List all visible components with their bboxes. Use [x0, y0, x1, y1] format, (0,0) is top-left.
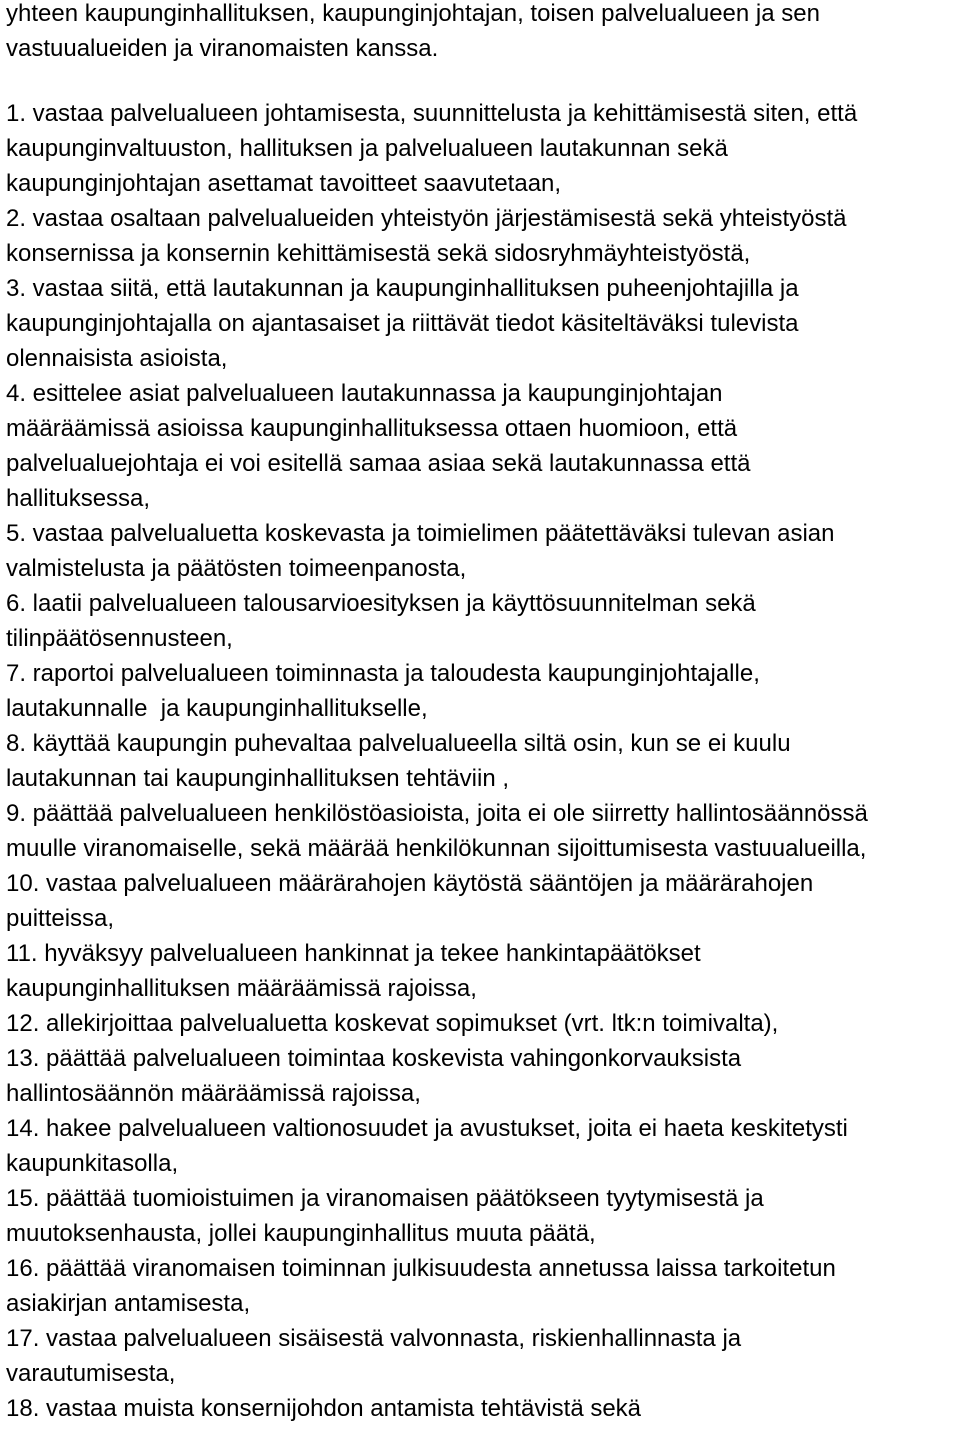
- text-line: 8. käyttää kaupungin puhevaltaa palvelualueella siltä osin, kun se ei kuulu: [6, 730, 791, 757]
- list-item: [6, 96, 958, 201]
- text-line: muutoksenhausta, jollei kaupunginhallitus muuta päätä,: [6, 1220, 596, 1247]
- text-line: 5. vastaa palvelualuetta koskevasta ja toimielimen päätettäväksi tulevan asian: [6, 520, 835, 547]
- text-line: 16. päättää viranomaisen toiminnan julkisuudesta annetussa laissa tarkoitetun: [6, 1255, 836, 1282]
- text-line: hallituksessa,: [6, 485, 151, 512]
- duty-list: [6, 96, 958, 1426]
- text-line: 11. hyväksyy palvelualueen hankinnat ja tekee hankintapäätökset: [6, 940, 701, 967]
- text-line: lautakunnan tai kaupunginhallituksen tehtäviin ,: [6, 765, 510, 792]
- list-item: [6, 726, 958, 796]
- text-line: 10. vastaa palvelualueen määrärahojen käytöstä sääntöjen ja määrärahojen: [6, 870, 814, 897]
- text-line: kaupunginhallituksen määräämissä rajoissa,: [6, 975, 477, 1002]
- list-item: [6, 1006, 958, 1041]
- text-line: puitteissa,: [6, 905, 115, 932]
- list-item: [6, 1321, 958, 1391]
- list-item: [6, 1391, 958, 1426]
- text-line: 3. vastaa siitä, että lautakunnan ja kaupunginhallituksen puheenjohtajilla ja: [6, 275, 799, 302]
- list-item: [6, 656, 958, 726]
- text-line: 12. allekirjoittaa palvelualuetta koskevat sopimukset (vrt. ltk:n toimivalta),: [6, 1010, 779, 1037]
- text-line: 13. päättää palvelualueen toimintaa koskevista vahingonkorvauksista: [6, 1045, 742, 1072]
- text-line: 14. hakee palvelualueen valtionosuudet ja avustukset, joita ei haeta keskitetysti: [6, 1115, 848, 1142]
- text-line: tilinpäätösennusteen,: [6, 625, 233, 652]
- text-line: kaupunginjohtajan asettamat tavoitteet saavutetaan,: [6, 170, 562, 197]
- text-line: kaupunginjohtajalla on ajantasaiset ja riittävät tiedot käsiteltäväksi tulevista: [6, 310, 799, 337]
- text-line: muulle viranomaiselle, sekä määrää henkilökunnan sijoittumisesta vastuualueilla,: [6, 835, 867, 862]
- text-line: lautakunnalle ja kaupunginhallitukselle,: [6, 695, 428, 722]
- text-line: 9. päättää palvelualueen henkilöstöasioista, joita ei ole siirretty hallintosäännössä: [6, 800, 868, 827]
- text-line: määräämissä asioissa kaupunginhallituksessa ottaen huomioon, että: [6, 415, 738, 442]
- list-item: [6, 516, 958, 586]
- list-item: [6, 1111, 958, 1181]
- text-line: 17. vastaa palvelualueen sisäisestä valvonnasta, riskienhallinnasta ja: [6, 1325, 742, 1352]
- text-line: 18. vastaa muista konsernijohdon antamista tehtävistä sekä: [6, 1395, 642, 1422]
- text-line: valmistelusta ja päätösten toimeenpanosta,: [6, 555, 467, 582]
- text-line: 7. raportoi palvelualueen toiminnasta ja taloudesta kaupunginjohtajalle,: [6, 660, 760, 687]
- list-item: [6, 1181, 958, 1251]
- text-line: yhteen kaupunginhallituksen, kaupunginjohtajan, toisen palvelualueen ja sen: [6, 0, 820, 27]
- list-item: [6, 866, 958, 936]
- text-line: olennaisista asioista,: [6, 345, 228, 372]
- text-line: kaupunkitasolla,: [6, 1150, 179, 1177]
- list-item: [6, 1251, 958, 1321]
- text-line: asiakirjan antamisesta,: [6, 1290, 251, 1317]
- text-line: 6. laatii palvelualueen talousarvioesityksen ja käyttösuunnitelman sekä: [6, 590, 756, 617]
- text-line: konsernissa ja konsernin kehittämisestä sekä sidosryhmäyhteistyöstä,: [6, 240, 751, 267]
- text-line: varautumisesta,: [6, 1360, 176, 1387]
- text-line: 4. esittelee asiat palvelualueen lautakunnassa ja kaupunginjohtajan: [6, 380, 723, 407]
- text-line: hallintosäännön määräämissä rajoissa,: [6, 1080, 421, 1107]
- list-item: [6, 376, 958, 516]
- text-line: vastuualueiden ja viranomaisten kanssa.: [6, 35, 439, 62]
- list-item: [6, 936, 958, 1006]
- list-item: [6, 586, 958, 656]
- list-item: [6, 1041, 958, 1111]
- text-line: 15. päättää tuomioistuimen ja viranomaisen päätökseen tyytymisestä ja: [6, 1185, 764, 1212]
- list-item: [6, 201, 958, 271]
- list-item: [6, 796, 958, 866]
- intro-paragraph: [6, 0, 958, 66]
- text-line: kaupunginvaltuuston, hallituksen ja palvelualueen lautakunnan sekä: [6, 135, 728, 162]
- text-line: 2. vastaa osaltaan palvelualueiden yhteistyön järjestämisestä sekä yhteistyöstä: [6, 205, 847, 232]
- list-item: [6, 271, 958, 376]
- text-line: 1. vastaa palvelualueen johtamisesta, suunnittelusta ja kehittämisestä siten, että: [6, 100, 858, 127]
- text-line: palvelualuejohtaja ei voi esitellä samaa asiaa sekä lautakunnassa että: [6, 450, 751, 477]
